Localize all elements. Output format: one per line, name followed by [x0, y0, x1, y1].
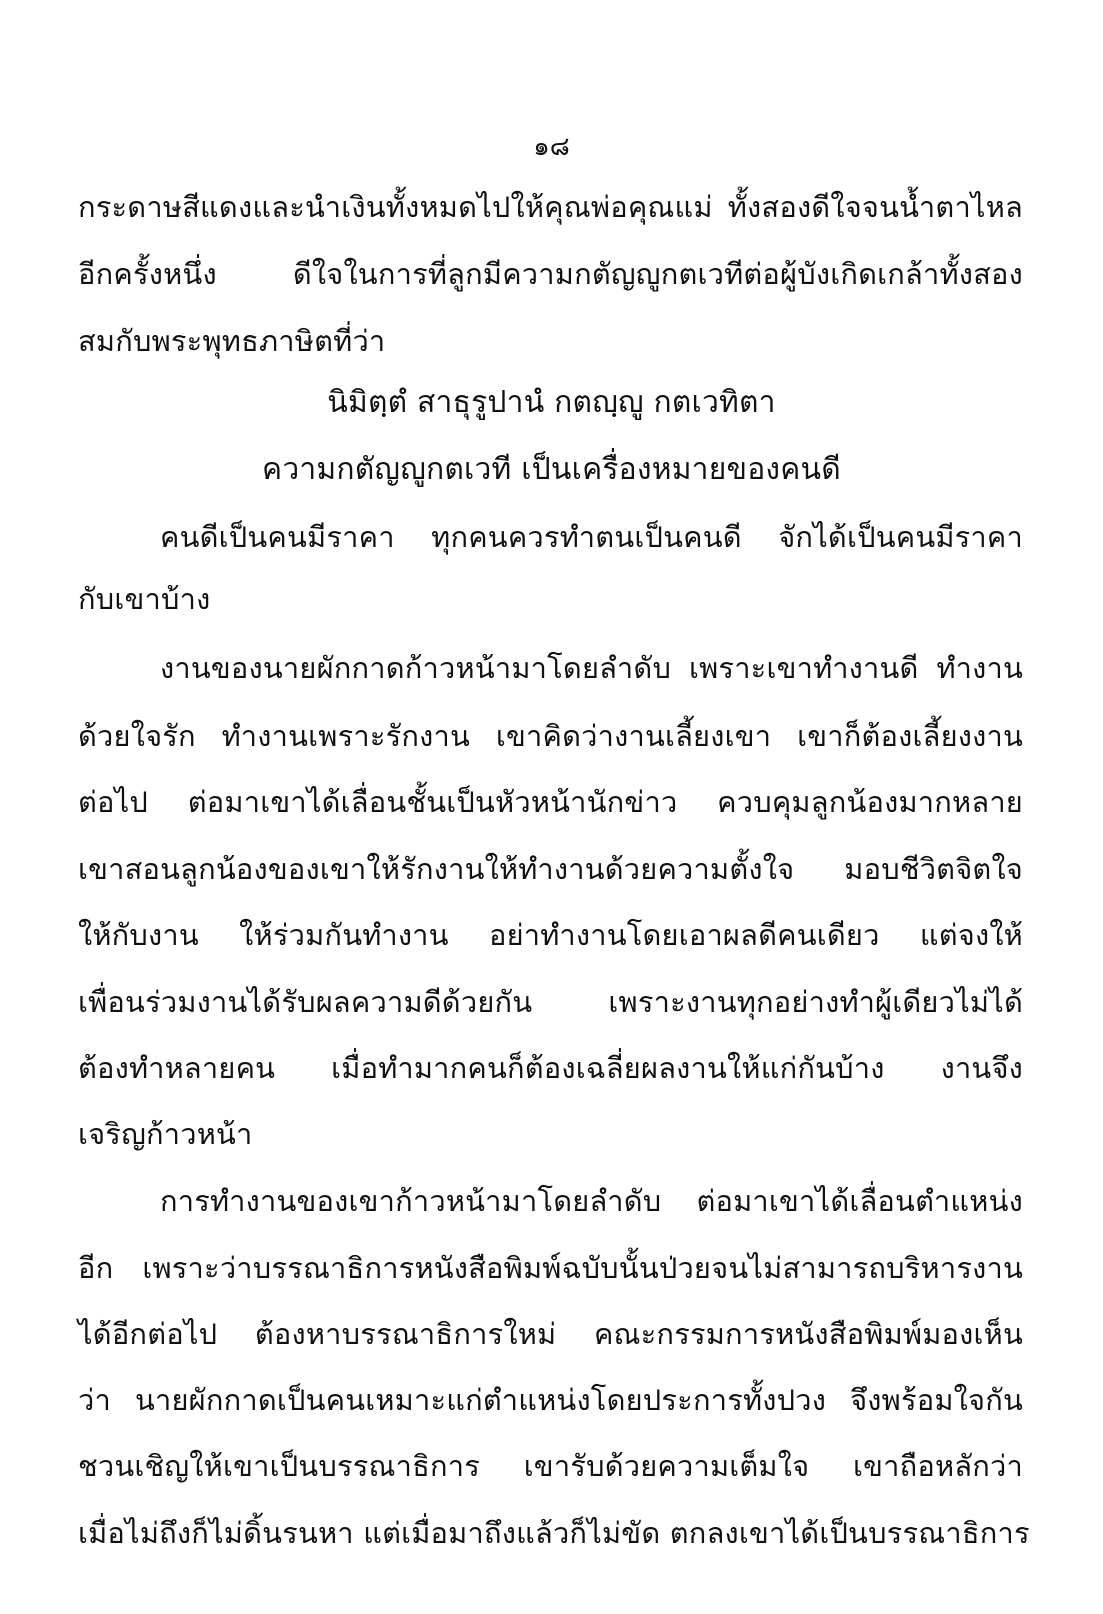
text-line-1: กระดาษสีแดงและนำเงินทั้งหมดไปให้คุณพ่อคุณแม่ ทั้งสองดีใจจนน้ำตาไหล	[78, 190, 1023, 224]
text-line-20: ชวนเชิญให้เขาเป็นบรรณาธิการ เขารับด้วยความเต็มใจ เขาถือหลักว่า	[78, 1449, 1023, 1483]
text-line-19: ว่า นายผักกาดเป็นคนเหมาะแก่ตำแหน่งโดยประการทั้งปวง จึงพร้อมใจกัน	[78, 1383, 1023, 1417]
pali-quote: นิมิตฺตํ สาธุรูปานํ กตญฺญู กตเวทิตา	[327, 385, 776, 420]
text-line-6: คนดีเป็นคนมีราคา ทุกคนควรทำตนเป็นคนดี จักได้เป็นคนมีราคา	[160, 520, 1023, 554]
text-line-17: อีก เพราะว่าบรรณาธิการหนังสือพิมพ์ฉบับนั้นป่วยจนไม่สามารถบริหารงาน	[78, 1251, 1023, 1285]
text-line-13: เพื่อนร่วมงานได้รับผลความดีด้วยกัน เพราะงานทุกอย่างทำผู้เดียวไม่ได้	[78, 985, 1023, 1019]
quote-translation: ความกตัญญูกตเวที เป็นเครื่องหมายของคนดี	[262, 452, 841, 487]
page-number: ๑๘	[533, 132, 570, 162]
text-line-14: ต้องทำหลายคน เมื่อทำมากคนก็ต้องเฉลี่ยผลงานให้แก่กันบ้าง งานจึง	[78, 1051, 1023, 1085]
text-line-15: เจริญก้าวหน้า	[78, 1117, 253, 1151]
text-line-9: ด้วยใจรัก ทำงานเพราะรักงาน เขาคิดว่างานเลี้ยงเขา เขาก็ต้องเลี้ยงงาน	[78, 719, 1023, 753]
text-line-7: กับเขาบ้าง	[78, 582, 211, 616]
text-line-8: งานของนายผักกาดก้าวหน้ามาโดยลำดับ เพราะเขาทำงานดี ทำงาน	[160, 651, 1023, 685]
text-line-16: การทำงานของเขาก้าวหน้ามาโดยลำดับ ต่อมาเขาได้เลื่อนตำแหน่ง	[160, 1184, 1023, 1218]
text-line-18: ได้อีกต่อไป ต้องหาบรรณาธิการใหม่ คณะกรรมการหนังสือพิมพ์มองเห็น	[78, 1317, 1023, 1351]
text-line-10: ต่อไป ต่อมาเขาได้เลื่อนชั้นเป็นหัวหน้านักข่าว ควบคุมลูกน้องมากหลาย	[78, 785, 1023, 819]
text-line-12: ให้กับงาน ให้ร่วมกันทำงาน อย่าทำงานโดยเอาผลดีคนเดียว แต่จงให้	[78, 918, 1023, 952]
text-line-3: สมกับพระพุทธภาษิตที่ว่า	[78, 324, 386, 358]
text-line-21: เมื่อไม่ถึงก็ไม่ดิ้นรนหา แต่เมื่อมาถึงแล้วก็ไม่ขัด ตกลงเขาได้เป็นบรรณาธิการ	[78, 1516, 1030, 1550]
text-line-11: เขาสอนลูกน้องของเขาให้รักงานให้ทำงานด้วยความตั้งใจ มอบชีวิตจิตใจ	[78, 852, 1023, 886]
text-line-2: อีกครั้งหนึ่ง ดีใจในการที่ลูกมีความกตัญญูกตเวทีต่อผู้บังเกิดเกล้าทั้งสอง	[78, 257, 1023, 291]
